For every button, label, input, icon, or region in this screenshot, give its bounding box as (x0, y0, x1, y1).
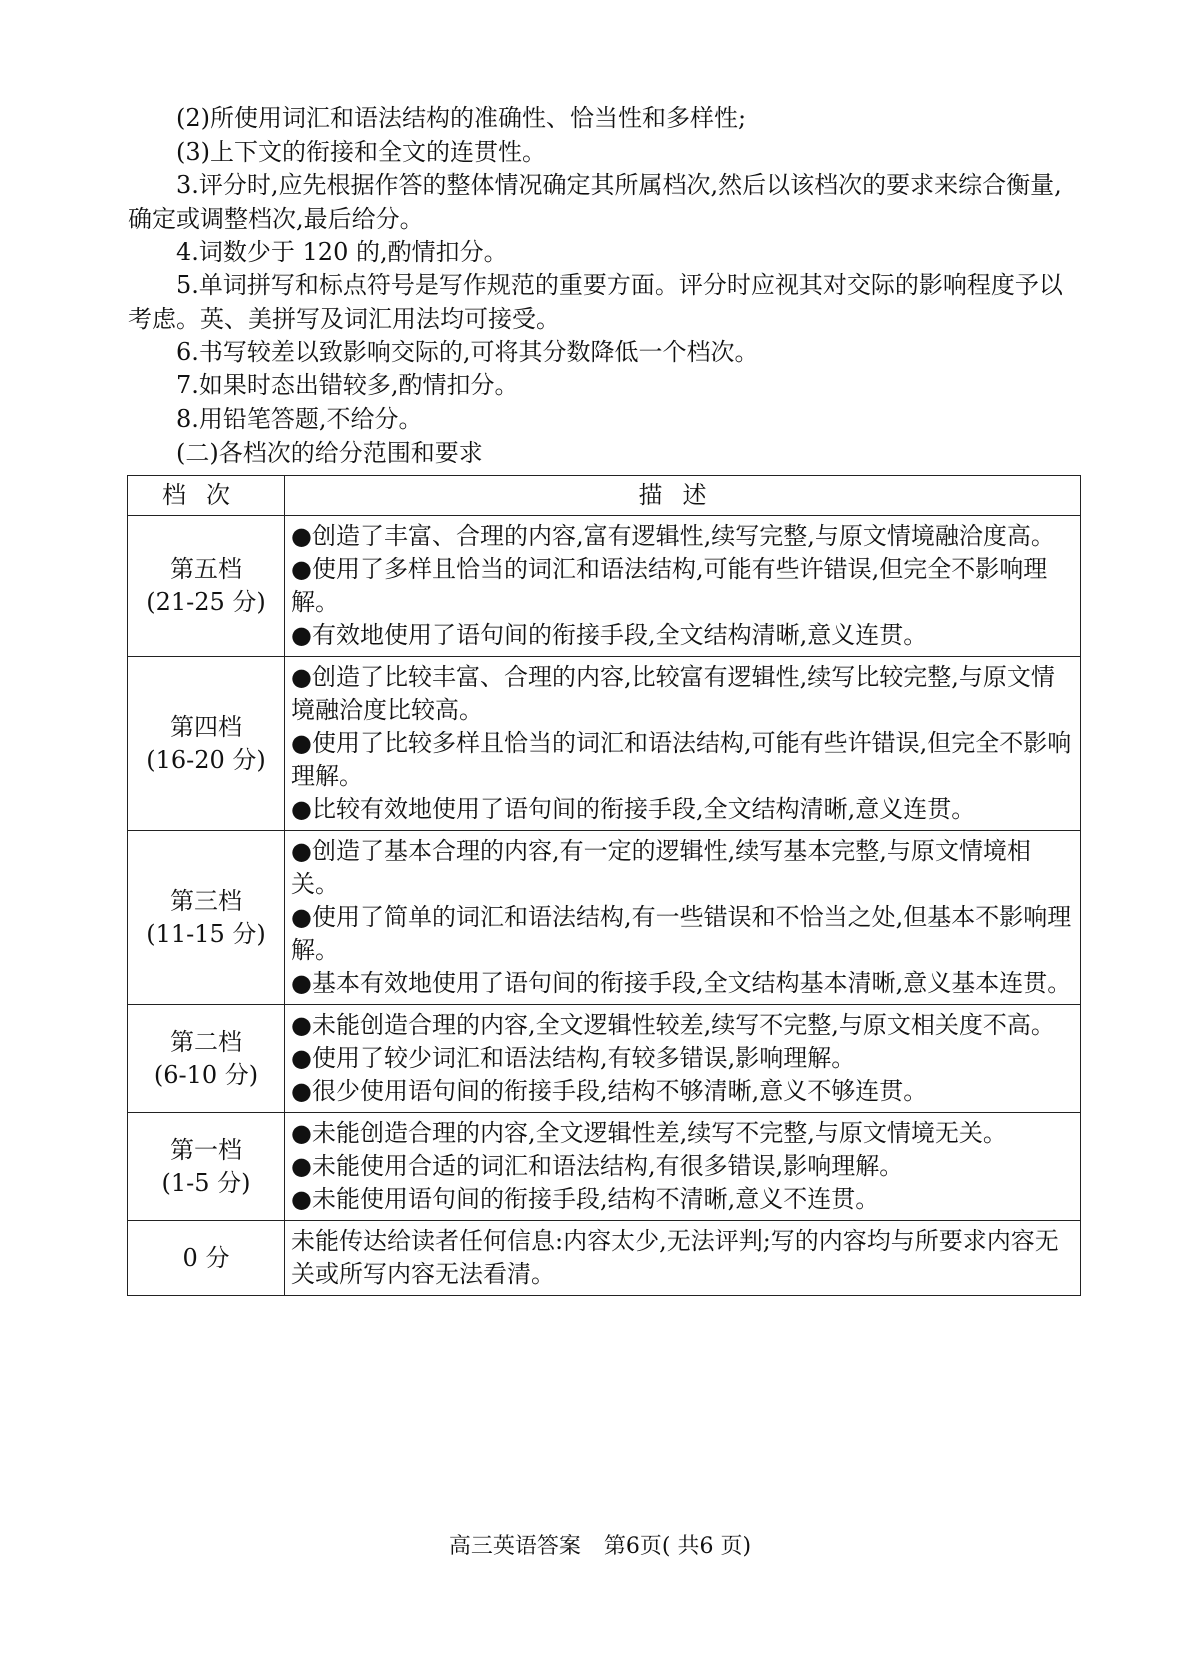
description-cell (285, 1221, 1081, 1296)
level-name: 0 分 (182, 1243, 230, 1272)
section-heading: (二)各档次的给分范围和要求 (176, 439, 483, 467)
grading-table (127, 475, 1081, 1296)
criterion-item: ●使用了多样且恰当的词汇和语法结构,可能有些许错误,但完全不影响理解。 (291, 555, 1048, 616)
level-cell (128, 1005, 285, 1113)
level-cell (128, 516, 285, 657)
description-cell (285, 1005, 1081, 1113)
note-line: 4.词数少于 120 的,酌情扣分。 (176, 238, 508, 266)
level-name: 第一档 (170, 1135, 242, 1164)
criterion-item: ●有效地使用了语句间的衔接手段,全文结构清晰,意义连贯。 (291, 621, 928, 649)
description-cell (285, 831, 1081, 1005)
criterion-item: ●未能使用语句间的衔接手段,结构不清晰,意义不连贯。 (291, 1185, 880, 1213)
criterion-item: ●很少使用语句间的衔接手段,结构不够清晰,意义不够连贯。 (291, 1077, 928, 1105)
criterion-item: ●创造了比较丰富、合理的内容,比较富有逻辑性,续写比较完整,与原文情境融洽度比较高。 (291, 663, 1055, 724)
criterion-item: ●创造了基本合理的内容,有一定的逻辑性,续写基本完整,与原文情境相关。 (291, 837, 1031, 898)
criterion-item: ●使用了较少词汇和语法结构,有较多错误,影响理解。 (291, 1044, 856, 1072)
column-header-description: 描述 (285, 476, 1081, 516)
level-range: (21-25 分) (146, 588, 266, 616)
table-header-row (128, 476, 1081, 516)
criterion-item: ●未能使用合适的词汇和语法结构,有很多错误,影响理解。 (291, 1152, 904, 1180)
description-cell (285, 1113, 1081, 1221)
level-cell (128, 1221, 285, 1296)
criterion-item: ●基本有效地使用了语句间的衔接手段,全文结构基本清晰,意义基本连贯。 (291, 969, 1072, 997)
level-range: (16-20 分) (146, 745, 266, 774)
criterion-item: 未能传达给读者任何信息:内容太少,无法评判;写的内容均与所要求内容无关或所写内容无法看清。 (291, 1227, 1059, 1288)
level-range: (6-10 分) (153, 1060, 259, 1089)
criterion-item: ●未能创造合理的内容,全文逻辑性较差,续写不完整,与原文相关度不高。 (291, 1011, 1055, 1039)
criterion-item: ●创造了丰富、合理的内容,富有逻辑性,续写完整,与原文情境融洽度高。 (291, 522, 1055, 550)
level-range: (11-15 分) (146, 919, 266, 948)
footer-page-number: 第6页( 共6 页) (603, 1534, 752, 1559)
note-paragraph: 3.评分时,应先根据作答的整体情况确定其所属档次,然后以该档次的要求来综合衡量,确定或调整档次,最后给分。 (128, 171, 1062, 233)
criterion-item: ●比较有效地使用了语句间的衔接手段,全文结构清晰,意义连贯。 (291, 795, 976, 823)
table-row (128, 1221, 1081, 1296)
level-cell (128, 657, 285, 831)
table-row (128, 516, 1081, 657)
description-cell (285, 516, 1081, 657)
description-cell (285, 657, 1081, 831)
page-footer (0, 1532, 1200, 1562)
criterion-item: ●未能创造合理的内容,全文逻辑性差,续写不完整,与原文情境无关。 (291, 1119, 1007, 1147)
level-cell (128, 831, 285, 1005)
table-row (128, 657, 1081, 831)
note-line: 7.如果时态出错较多,酌情扣分。 (176, 371, 519, 399)
level-name: 第三档 (170, 886, 242, 915)
criterion-item: ●使用了比较多样且恰当的词汇和语法结构,可能有些许错误,但完全不影响理解。 (291, 729, 1072, 790)
level-name: 第二档 (170, 1027, 242, 1056)
note-line: 6.书写较差以致影响交际的,可将其分数降低一个档次。 (176, 338, 759, 366)
note-paragraph: 5.单词拼写和标点符号是写作规范的重要方面。评分时应视其对交际的影响程度予以考虑。英、美拼写及词汇用法均可接受。 (128, 271, 1063, 333)
table-row (128, 1113, 1081, 1221)
note-line: (2)所使用词汇和语法结构的准确性、恰当性和多样性; (176, 104, 747, 132)
note-line: 8.用铅笔答题,不给分。 (176, 405, 423, 433)
level-name: 第四档 (170, 712, 242, 741)
table-row (128, 831, 1081, 1005)
table-row (128, 1005, 1081, 1113)
criterion-item: ●使用了简单的词汇和语法结构,有一些错误和不恰当之处,但基本不影响理解。 (291, 903, 1072, 964)
level-name: 第五档 (170, 555, 242, 583)
note-line: (3)上下文的衔接和全文的连贯性。 (176, 138, 546, 166)
level-cell (128, 1113, 285, 1221)
level-range: (1-5 分) (161, 1168, 251, 1197)
footer-title: 高三英语答案 (448, 1534, 581, 1559)
column-header-level: 档次 (128, 476, 285, 516)
